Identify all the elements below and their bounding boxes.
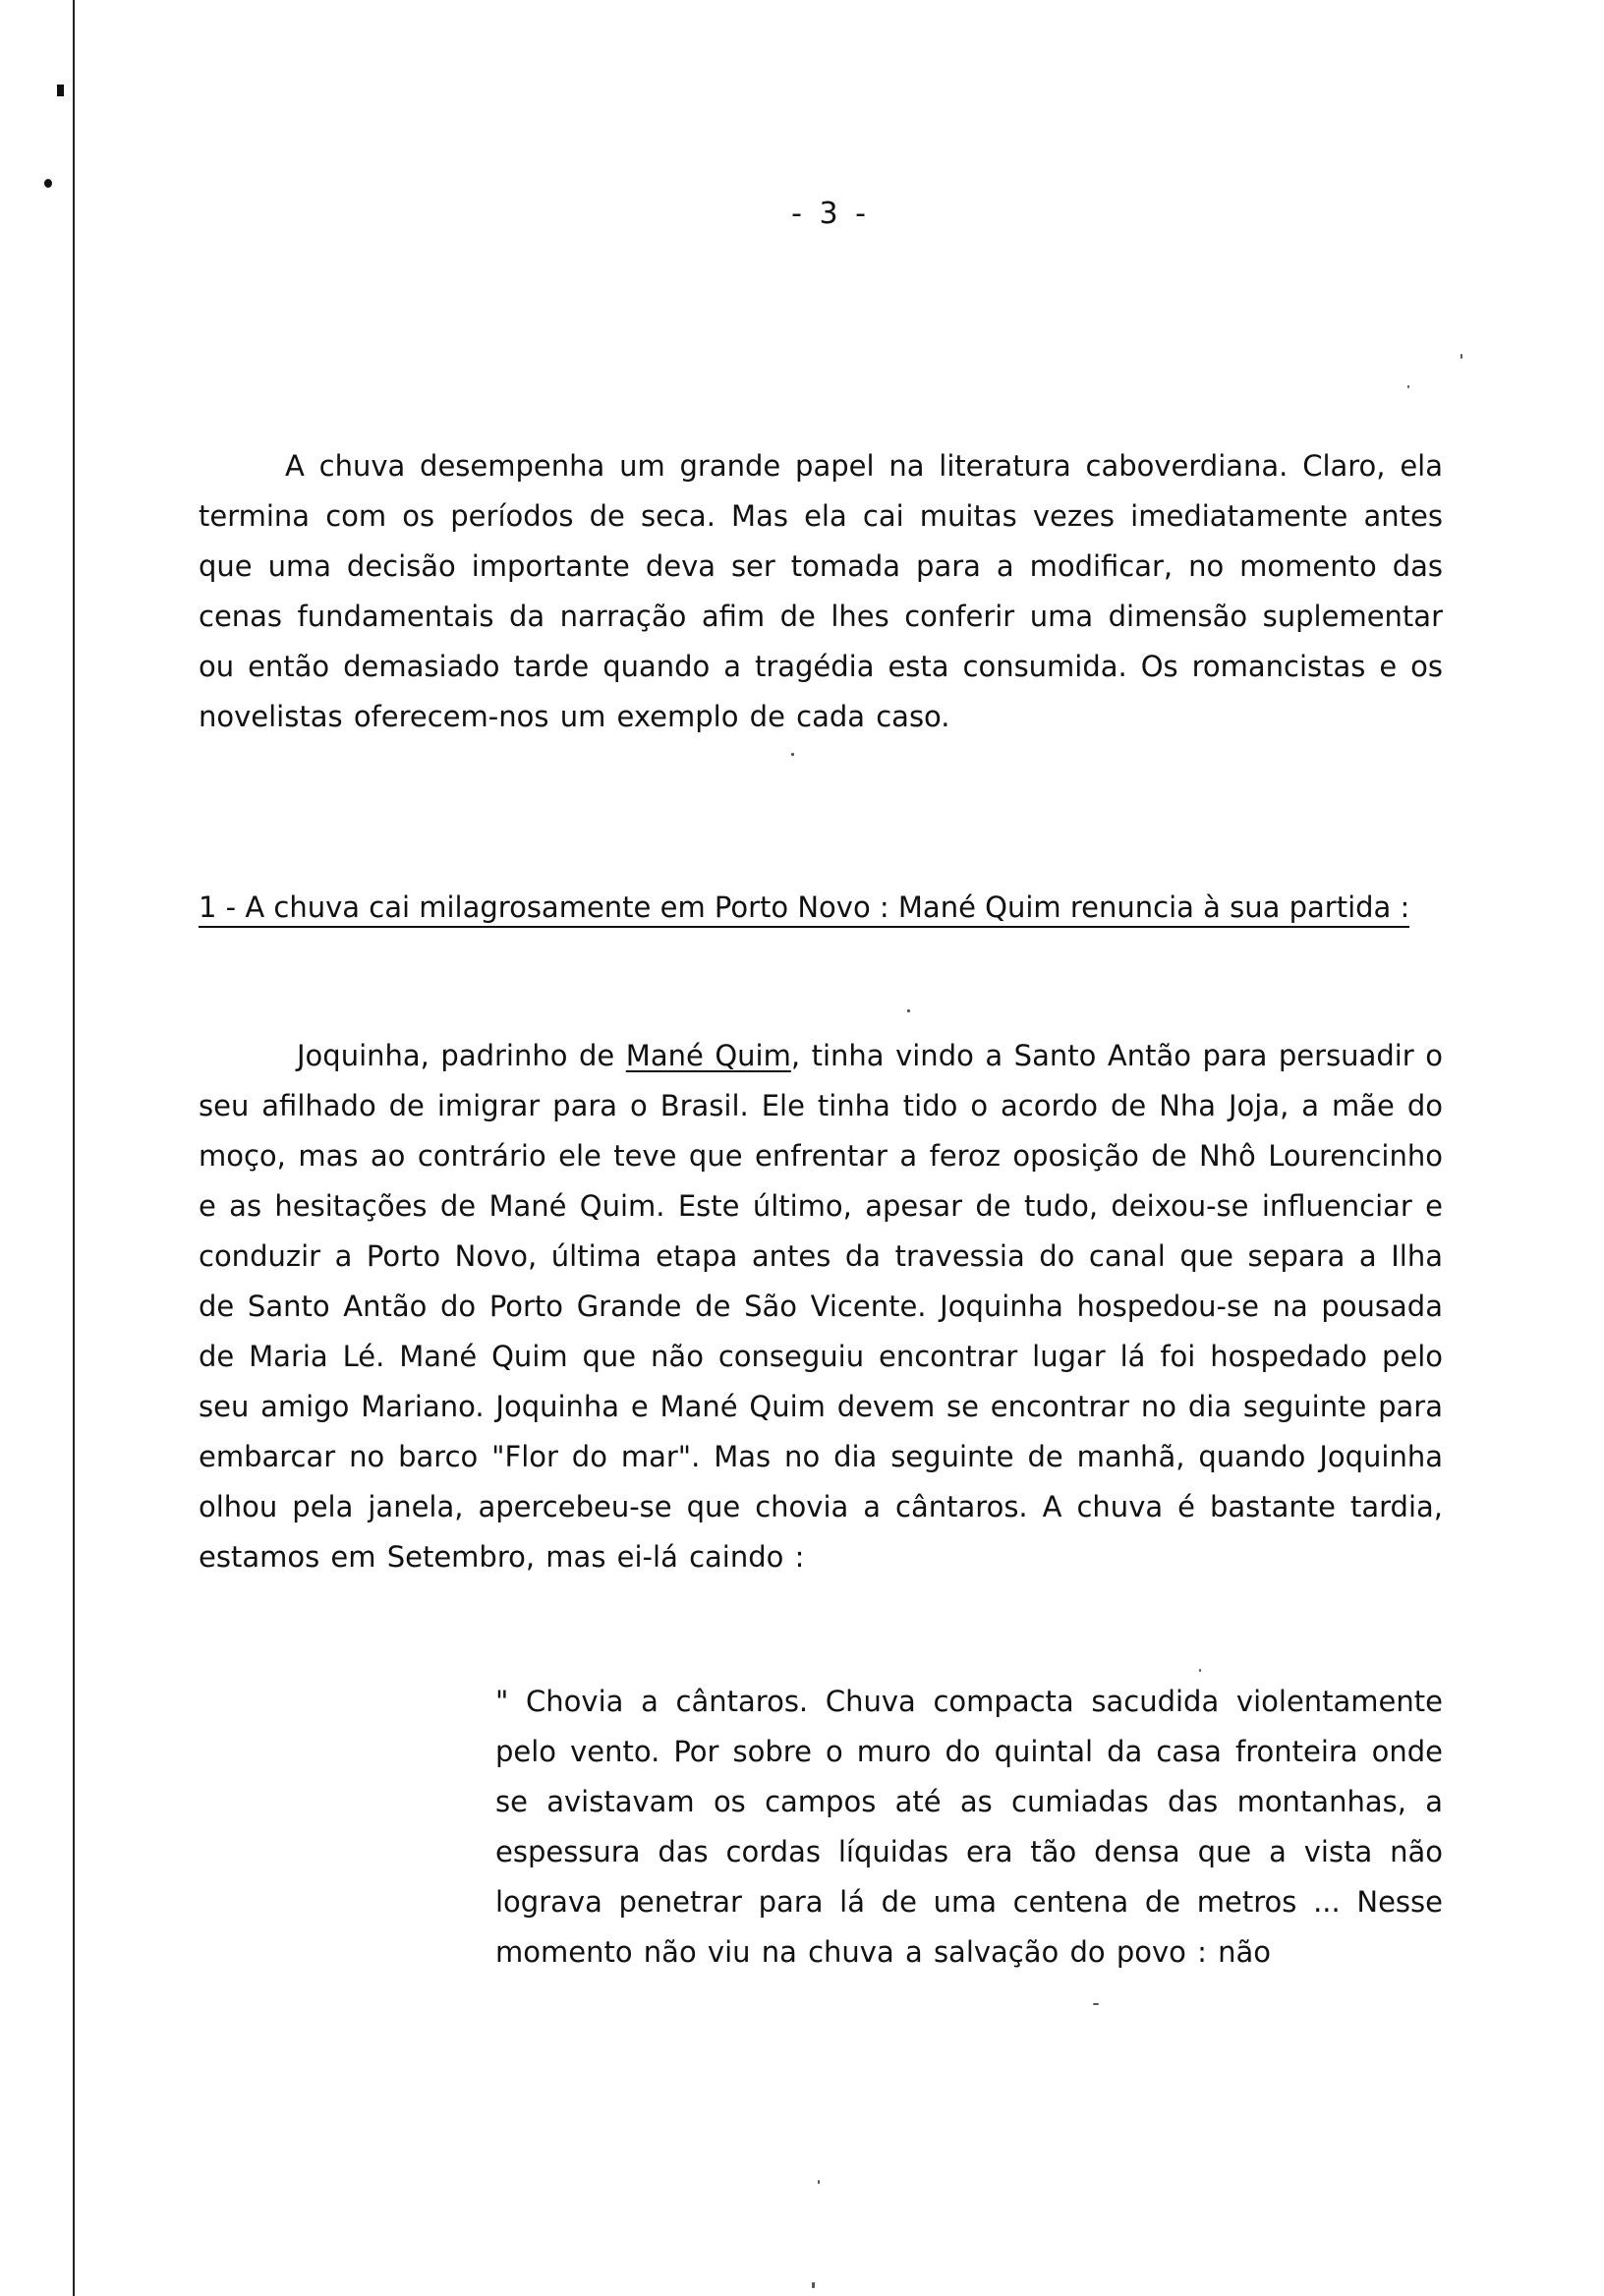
margin-mark bbox=[57, 85, 64, 96]
block-quote: " Chovia a cântaros. Chuva compacta sacudida violentamente pelo vento. Por sobre o muro do quintal da casa fronteira onde se avistavam os campos até as cumiadas das montanhas, a espessura das cordas líquidas era tão densa que a vista não lograva penetrar para lá de uma centena de metros ... Nesse momento não viu na chuva a salvação do povo : não bbox=[495, 1685, 1443, 1969]
body-paragraph bbox=[199, 1031, 1443, 1582]
scan-speck bbox=[1093, 2003, 1099, 2005]
margin-dot bbox=[44, 179, 52, 188]
scan-speck bbox=[1461, 354, 1462, 359]
scan-speck bbox=[791, 753, 794, 756]
scan-speck bbox=[907, 1009, 910, 1012]
scan-speck bbox=[1199, 1669, 1201, 1672]
underlined-name: Mané Quim bbox=[625, 1039, 791, 1072]
section-heading bbox=[199, 885, 1443, 930]
page-number: - 3 - bbox=[791, 197, 870, 231]
scan-speck bbox=[1407, 385, 1409, 388]
section-heading-text: 1 - A chuva cai milagrosamente em Porto Novo : Mané Quim renuncia à sua partida : bbox=[199, 890, 1409, 928]
left-margin-rule bbox=[73, 0, 75, 2296]
body-paragraph-start: Joquinha, padrinho de bbox=[297, 1039, 626, 1072]
scan-speck bbox=[812, 2282, 815, 2288]
scan-speck bbox=[818, 2180, 820, 2184]
body-paragraph-rest: , tinha vindo a Santo Antão para persuadir o seu afilhado de imigrar para o Brasil. Ele tinha tido o acordo de Nha Joja, a mãe do moço, mas ao contrário ele teve que enfrentar a feroz oposição de Nhô Lourencinho e as hesitações de Mané Quim. Este último, apesar de tudo, deixou-se influenciar e conduzir a Porto Novo, última etapa antes da travessia do canal que separa a Ilha de Santo Antão do Porto Grande de São Vicente. Joquinha hospedou-se na pousada de Maria Lé. Mané Quim que não conseguiu encontrar lugar lá foi hospedado pelo seu amigo Mariano. Joquinha e Mané Quim devem se encontrar no dia seguinte para embarcar no barco "Flor do mar". Mas no dia seguinte de manhã, quando Joquinha olhou pela janela, apercebeu-se que chovia a cântaros. A chuva é bastante tardia, estamos em Setembro, mas ei-lá caindo : bbox=[199, 1039, 1443, 1574]
intro-paragraph: A chuva desempenha um grande papel na literatura caboverdiana. Claro, ela termina com os períodos de seca. Mas ela cai muitas vezes imediatamente antes que uma decisão importante deva ser tomada para a modificar, no momento das cenas fundamentais da narração afim de lhes conferir uma dimensão suplementar ou então demasiado tarde quando a tragédia esta consumida. Os romancistas e os novelistas oferecem-nos um exemplo de cada caso. bbox=[199, 449, 1443, 733]
